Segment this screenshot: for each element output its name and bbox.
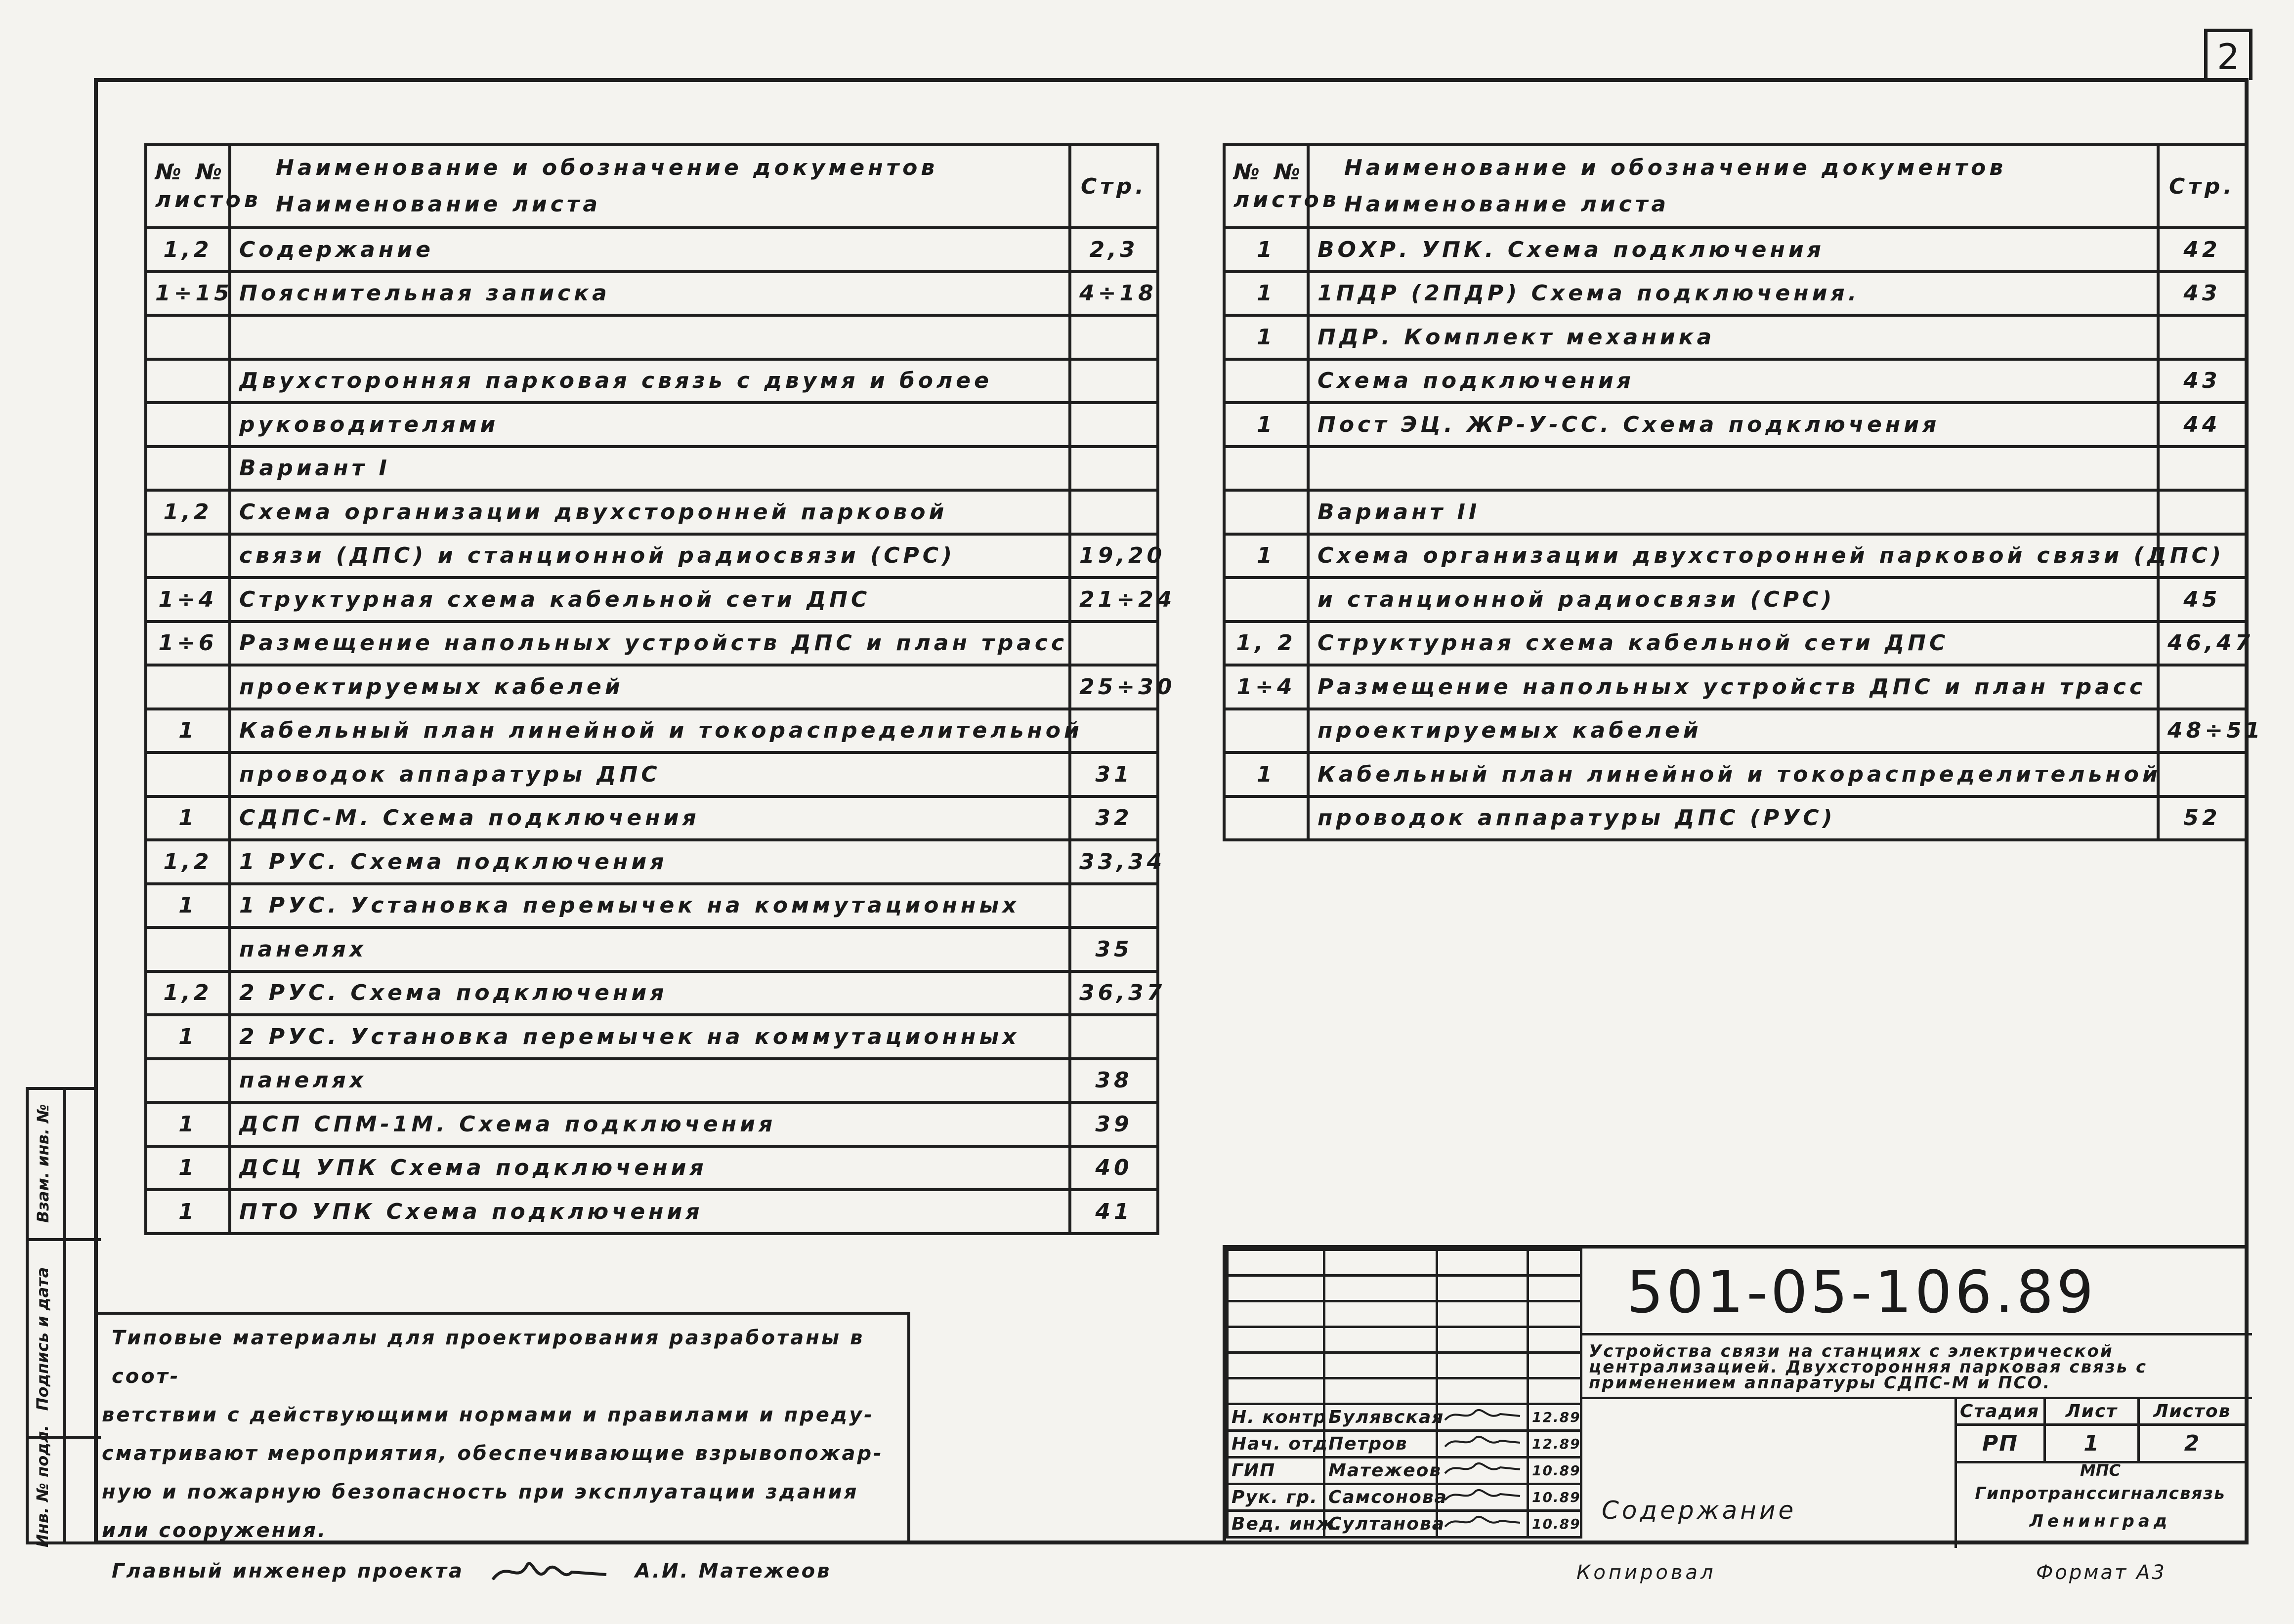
- note-block: [94, 1312, 910, 1582]
- page-cell: 19,20: [1070, 534, 1158, 578]
- staff-date: 12.89: [1528, 1404, 1581, 1431]
- header-sheets-cell: [146, 145, 261, 228]
- table-row: [146, 840, 1158, 884]
- staff-date: 12.89: [1528, 1431, 1581, 1457]
- sheet-numbers-cell: [1224, 709, 1308, 753]
- note-line: ветствии с действующими нормами и правилами и преду-: [102, 1404, 874, 1426]
- document-title-cell: ДСЦ УПК Схема подключения: [230, 1146, 1070, 1190]
- table-row: [146, 578, 1158, 622]
- title-block: [1223, 1245, 2249, 1544]
- staff-row: [1228, 1404, 1581, 1431]
- page-cell: 25÷30: [1070, 665, 1158, 709]
- document-title-cell: панелях: [230, 927, 1070, 971]
- table-row: [146, 709, 1158, 753]
- document-title-cell: Вариант II: [1308, 490, 2158, 534]
- table-row: [1224, 534, 2246, 578]
- table-row: [146, 665, 1158, 709]
- table-row: [1224, 447, 2246, 491]
- document-title-cell: [230, 315, 1070, 359]
- staff-row: [1228, 1484, 1581, 1511]
- page-cell: 39: [1070, 1102, 1158, 1146]
- page-cell: 43: [2158, 359, 2246, 403]
- table-row: [146, 971, 1158, 1015]
- table-row: [1224, 578, 2246, 622]
- sheet-numbers-cell: [146, 315, 230, 359]
- header-sheets-cell: [1224, 145, 1340, 228]
- document-title-cell: ПДР. Комплект механика: [1308, 315, 2158, 359]
- document-title-cell: 1 РУС. Установка перемычек на коммутационных: [230, 884, 1070, 928]
- sheet-number: 2: [2217, 36, 2240, 78]
- sheet-numbers-cell: [1224, 447, 1308, 491]
- stage-label: Стадия: [1956, 1398, 2045, 1425]
- page-cell: [1070, 359, 1158, 403]
- document-title-cell: Схема организации двухсторонней парковой связи (ДПС): [1308, 534, 2158, 578]
- side-stamp-label: Взам. инв. №: [34, 1104, 52, 1223]
- document-title-cell: и станционной радиосвязи (СРС): [1308, 578, 2158, 622]
- sheet-value: 1: [2045, 1425, 2139, 1462]
- staff-role: ГИП: [1228, 1457, 1324, 1484]
- page-cell: [1070, 709, 1158, 753]
- page-cell: [1070, 490, 1158, 534]
- document-title-cell: СДПС-М. Схема подключения: [230, 796, 1070, 840]
- table-row: [1224, 272, 2246, 316]
- staff-date: 10.89: [1528, 1484, 1581, 1511]
- page-cell: 21÷24: [1070, 578, 1158, 622]
- document-title-cell: проектируемых кабелей: [230, 665, 1070, 709]
- document-title-cell: связи (ДПС) и станционной радиосвязи (СРС): [230, 534, 1070, 578]
- sheet-numbers-cell: 1: [146, 1015, 230, 1059]
- table-row: [146, 315, 1158, 359]
- staff-role: Рук. гр.: [1228, 1484, 1324, 1511]
- document-title-cell: Пост ЭЦ. ЖР-У-СС. Схема подключения: [1308, 403, 2158, 447]
- sheet-numbers-cell: 1: [146, 796, 230, 840]
- page-cell: [1070, 315, 1158, 359]
- sheet-numbers-cell: 1, 2: [1224, 622, 1308, 666]
- document-title-cell: Схема организации двухсторонней парковой: [230, 490, 1070, 534]
- document-title-cell: Кабельный план линейной и токораспределительной: [230, 709, 1070, 753]
- staff-name: Самсонова: [1324, 1484, 1437, 1511]
- sheet-numbers-cell: 1: [146, 1190, 230, 1234]
- page-cell: 4÷18: [1070, 272, 1158, 316]
- document-title-cell: Структурная схема кабельной сети ДПС: [230, 578, 1070, 622]
- sheet-numbers-cell: 1÷4: [1224, 665, 1308, 709]
- staff-name: Петров: [1324, 1431, 1437, 1457]
- page-cell: 52: [2158, 796, 2246, 840]
- header-title-cell: [1308, 145, 2158, 228]
- sheet-numbers-cell: [146, 403, 230, 447]
- page-cell: 44: [2158, 403, 2246, 447]
- table-row: [1224, 228, 2246, 272]
- page-cell: [1070, 884, 1158, 928]
- header-page-cell: Стр.: [2158, 145, 2246, 228]
- staff-signature: [1437, 1511, 1528, 1538]
- document-title-cell: Размещение напольных устройств ДПС и план трасс: [1308, 665, 2158, 709]
- table-row: [146, 490, 1158, 534]
- page-cell: 42: [2158, 228, 2246, 272]
- side-stamp-label: Инв. № подл.: [33, 1425, 52, 1547]
- sheet-number-box: [2204, 29, 2252, 80]
- sheet-numbers-cell: 1,2: [146, 228, 230, 272]
- page-cell: 33,34: [1070, 840, 1158, 884]
- signature-line: [102, 1552, 907, 1590]
- sheet-numbers-cell: 1,2: [146, 840, 230, 884]
- table-row: [146, 447, 1158, 491]
- sheet-numbers-cell: 1: [1224, 315, 1308, 359]
- sheet-numbers-cell: 1÷6: [146, 622, 230, 666]
- sheet-numbers-cell: [146, 665, 230, 709]
- header-num-line1: № №: [155, 160, 226, 185]
- note-line: или сооружения.: [102, 1519, 328, 1542]
- table-row: [1224, 315, 2246, 359]
- table-row: [1224, 709, 2246, 753]
- staff-role: Нач. отд.: [1228, 1431, 1324, 1457]
- table-row: [146, 752, 1158, 796]
- document-title-cell: Содержание: [230, 228, 1070, 272]
- table-row: [1224, 622, 2246, 666]
- document-title-cell: проводок аппаратуры ДПС (РУС): [1308, 796, 2158, 840]
- document-title-cell: 1 РУС. Схема подключения: [230, 840, 1070, 884]
- staff-signature: [1437, 1431, 1528, 1457]
- note-line: Типовые материалы для проектирования разработаны в соот-: [112, 1327, 865, 1388]
- sheet-numbers-cell: [1224, 490, 1308, 534]
- table-row: [146, 884, 1158, 928]
- table-header: [146, 145, 1158, 228]
- header-num-line2: листов: [1233, 187, 1340, 212]
- document-title-cell: Размещение напольных устройств ДПС и план трасс: [230, 622, 1070, 666]
- table-row: [146, 1146, 1158, 1190]
- page-cell: 48÷51: [2158, 709, 2246, 753]
- header-num-line1: № №: [1233, 160, 1304, 185]
- table-header: [1224, 145, 2246, 228]
- stage-value: РП: [1956, 1425, 2045, 1462]
- header-title-line1: Наименование и обозначение документов: [1344, 155, 2007, 180]
- side-stamp-label: Подпись и дата: [33, 1267, 52, 1411]
- stage-table: [1954, 1397, 2247, 1463]
- page-cell: 45: [2158, 578, 2246, 622]
- side-stamp: [26, 1087, 98, 1547]
- organization-line: Ленинград: [2029, 1511, 2171, 1531]
- sheet-numbers-cell: [1224, 578, 1308, 622]
- document-description: Устройства связи на станциях с электрической централизацией. Двухсторонняя парковая связь с применением аппаратуры СДПС-М и ПСО.: [1589, 1341, 2148, 1393]
- table-row: [1224, 403, 2246, 447]
- header-title-line2: Наименование листа: [276, 192, 601, 217]
- table-row: [1224, 490, 2246, 534]
- document-title-cell: проектируемых кабелей: [1308, 709, 2158, 753]
- page-cell: 41: [1070, 1190, 1158, 1234]
- page-cell: 38: [1070, 1059, 1158, 1103]
- page-cell: [2158, 752, 2246, 796]
- document-title-cell: Двухсторонняя парковая связь с двумя и более: [230, 359, 1070, 403]
- staff-role: Вед. инж.: [1228, 1511, 1324, 1538]
- format-label: Формат А3: [2036, 1561, 2167, 1584]
- organization-line: МПС: [2080, 1461, 2121, 1480]
- note-line: сматривают мероприятия, обеспечивающие взрывопожар-: [102, 1442, 884, 1465]
- page-cell: [1070, 403, 1158, 447]
- document-title-cell: ВОХР. УПК. Схема подключения: [1308, 228, 2158, 272]
- sheet-numbers-cell: 1: [146, 884, 230, 928]
- page-cell: [2158, 665, 2246, 709]
- document-title-cell: руководителями: [230, 403, 1070, 447]
- organization-line: Гипротранссигналсвязь: [1975, 1484, 2226, 1503]
- signature-role: Главный инженер проекта: [112, 1560, 464, 1582]
- sheet-numbers-cell: 1,2: [146, 490, 230, 534]
- table-row: [146, 796, 1158, 840]
- sheet-numbers-cell: [146, 447, 230, 491]
- page-cell: [2158, 447, 2246, 491]
- sheet-numbers-cell: 1: [1224, 752, 1308, 796]
- table-row: [146, 534, 1158, 578]
- sheet-numbers-cell: [1224, 796, 1308, 840]
- table-row: [146, 359, 1158, 403]
- contents-table-left: [144, 143, 1176, 1235]
- document-title-cell: Пояснительная записка: [230, 272, 1070, 316]
- staff-row: [1228, 1431, 1581, 1457]
- document-code: 501-05-106.89: [1582, 1249, 2252, 1335]
- sheet-numbers-cell: [146, 1059, 230, 1103]
- staff-signature: [1437, 1457, 1528, 1484]
- sheet-numbers-cell: [146, 927, 230, 971]
- sheet-numbers-cell: 1: [146, 1146, 230, 1190]
- sheet-numbers-cell: [1224, 359, 1308, 403]
- sheet-numbers-cell: 1: [1224, 534, 1308, 578]
- sheet-numbers-cell: 1: [1224, 403, 1308, 447]
- document-title-cell: проводок аппаратуры ДПС: [230, 752, 1070, 796]
- header-title-line1: Наименование и обозначение документов: [276, 155, 938, 180]
- page-cell: 43: [2158, 272, 2246, 316]
- sheets-value: 2: [2139, 1425, 2246, 1462]
- contents-table-right: [1223, 143, 2264, 841]
- sheets-label: Листов: [2139, 1398, 2246, 1425]
- document-title-cell: Структурная схема кабельной сети ДПС: [1308, 622, 2158, 666]
- page-cell: [1070, 622, 1158, 666]
- table-row: [146, 622, 1158, 666]
- document-title-cell: Кабельный план линейной и токораспределительной: [1308, 752, 2158, 796]
- signature-scribble: [488, 1555, 611, 1589]
- note-line: ную и пожарную безопасность при эксплуатации здания: [102, 1481, 859, 1503]
- page-cell: 35: [1070, 927, 1158, 971]
- page-cell: [1070, 1015, 1158, 1059]
- staff-name: Булявская: [1324, 1404, 1437, 1431]
- page-cell: [2158, 490, 2246, 534]
- header-page-cell: Стр.: [1070, 145, 1158, 228]
- page-cell: 32: [1070, 796, 1158, 840]
- sheet-numbers-cell: 1: [1224, 272, 1308, 316]
- table-row: [146, 403, 1158, 447]
- stage-grid: [1954, 1397, 2252, 1548]
- side-stamp-divider: [63, 1090, 66, 1541]
- staff-signature: [1437, 1404, 1528, 1431]
- sheet-numbers-cell: [146, 534, 230, 578]
- document-title-cell: Вариант I: [230, 447, 1070, 491]
- table-row: [146, 927, 1158, 971]
- page-cell: 36,37: [1070, 971, 1158, 1015]
- table-row: [1224, 359, 2246, 403]
- header-title-line2: Наименование листа: [1344, 192, 1670, 217]
- side-stamp-divider: [29, 1238, 101, 1241]
- document-title-cell: 2 РУС. Установка перемычек на коммутационных: [230, 1015, 1070, 1059]
- staff-grid: [1226, 1249, 1582, 1539]
- table-row: [1224, 752, 2246, 796]
- document-title-cell: 1ПДР (2ПДР) Схема подключения.: [1308, 272, 2158, 316]
- sheet-title: Содержание: [1602, 1496, 1797, 1525]
- staff-date: 10.89: [1528, 1457, 1581, 1484]
- table-row: [1224, 665, 2246, 709]
- sheet-numbers-cell: 1: [1224, 228, 1308, 272]
- sheet-numbers-cell: 1÷4: [146, 578, 230, 622]
- page-cell: [1070, 447, 1158, 491]
- sheet-numbers-cell: 1÷15: [146, 272, 230, 316]
- staff-date: 10.89: [1528, 1511, 1581, 1538]
- page-cell: 40: [1070, 1146, 1158, 1190]
- table-row: [146, 228, 1158, 272]
- sheet-numbers-cell: 1,2: [146, 971, 230, 1015]
- table-row: [146, 1015, 1158, 1059]
- document-title-cell: ПТО УПК Схема подключения: [230, 1190, 1070, 1234]
- sheet-label: Лист: [2045, 1398, 2139, 1425]
- document-title-cell: 2 РУС. Схема подключения: [230, 971, 1070, 1015]
- copied-label: Копировал: [1576, 1561, 1716, 1584]
- header-title-cell: [230, 145, 1070, 228]
- sheet-numbers-cell: 1: [146, 709, 230, 753]
- sheet-numbers-cell: 1: [146, 1102, 230, 1146]
- sheet-numbers-cell: [146, 752, 230, 796]
- document-title-cell: ДСП СПМ-1М. Схема подключения: [230, 1102, 1070, 1146]
- staff-name: Матежеов: [1324, 1457, 1437, 1484]
- table-row: [146, 1102, 1158, 1146]
- staff-row: [1228, 1457, 1581, 1484]
- page-cell: 31: [1070, 752, 1158, 796]
- staff-name: Султанова: [1324, 1511, 1437, 1538]
- table-row: [146, 272, 1158, 316]
- table-row: [146, 1190, 1158, 1234]
- document-title-cell: Схема подключения: [1308, 359, 2158, 403]
- table-row: [1224, 796, 2246, 840]
- document-title-cell: [1308, 447, 2158, 491]
- staff-row: [1228, 1511, 1581, 1538]
- staff-signature: [1437, 1484, 1528, 1511]
- table-row: [146, 1059, 1158, 1103]
- staff-role: Н. контр: [1228, 1404, 1324, 1431]
- page-cell: 46,47: [2158, 622, 2246, 666]
- header-num-line2: листов: [155, 187, 261, 212]
- page-cell: 2,3: [1070, 228, 1158, 272]
- page-cell: [2158, 315, 2246, 359]
- signature-name: А.И. Матежеов: [635, 1560, 832, 1582]
- document-title-cell: панелях: [230, 1059, 1070, 1103]
- sheet-numbers-cell: [146, 359, 230, 403]
